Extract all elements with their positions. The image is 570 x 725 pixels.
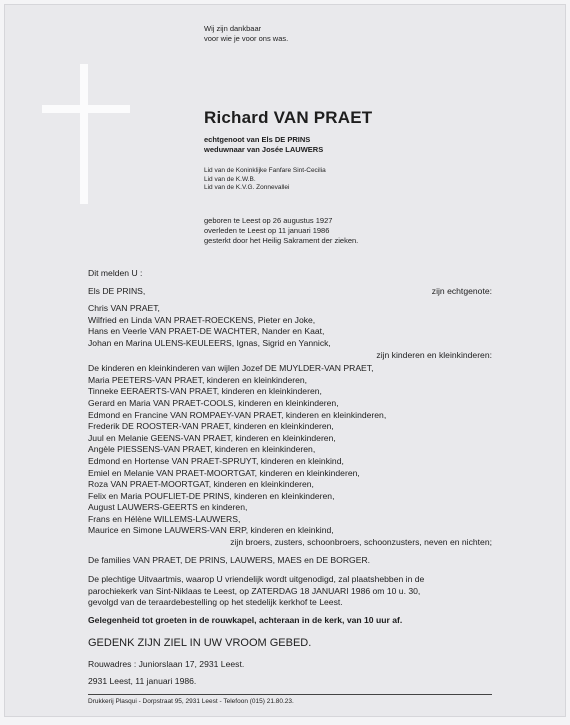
printer-line: Drukkerij Plasqui - Dorpstraat 95, 2931 Leest - Telefoon (015) 21.80.23. [88,698,294,705]
place-date-line: 2931 Leest, 11 januari 1986. [88,676,197,687]
family-line: Edmond en Francine VAN ROMPAEY-VAN PRAET, kinderen en kleinkinderen, [88,409,387,420]
family-role-row [88,537,492,549]
birth-line: geboren te Leest op 26 augustus 1927 [204,216,333,225]
families-line: De families VAN PRAET, DE PRINS, LAUWERS, MAES en DE BORGER. [88,554,371,565]
membership-item: Lid van de K.V.G. Zonnevallei [204,184,290,192]
ceremony-line: gevolgd van de teraardebestelling op het stedelijk kerkhof te Leest. [88,597,343,608]
address-line: Rouwadres : Juniorslaan 17, 2931 Leest. [88,658,245,669]
footer-divider [88,694,492,695]
children-role: zijn kinderen en kleinkinderen: [376,349,492,360]
prayer-line: GEDENK ZIJN ZIEL IN UW VROOM GEBED. [88,636,312,649]
sacrament-line: gesterkt door het Heilig Sakrament der zieken. [204,236,359,245]
thanks-block [204,24,288,44]
ceremony-line: parochiekerk van Sint-Niklaas te Leest, op ZATERDAG 18 JANUARI 1986 om 10 u. 30, [88,585,421,596]
cross-icon [80,64,88,204]
child-line: Johan en Marina ULENS-KEULEERS, Ignas, Sigrid en Yannick, [88,337,331,348]
cross-icon-bar [42,105,130,113]
family-line: Juul en Melanie GEENS-VAN PRAET, kinderen en kleinkinderen, [88,432,336,443]
funeral-card [4,4,566,717]
spouse-line: echtgenoot van Els DE PRINS [204,135,311,144]
family-line: Frans en Hélène WILLEMS-LAUWERS, [88,513,241,524]
ceremony-line: De plechtige Uitvaartmis, waarop U vriendelijk wordt uitgenodigd, zal plaatshebben in de [88,574,425,585]
family-line: Frederik DE ROOSTER-VAN PRAET, kinderen en kleinkinderen, [88,421,334,432]
family-line: Felix en Maria POUFLIET-DE PRINS, kinderen en kleinkinderen, [88,490,335,501]
child-line: Hans en Veerle VAN PRAET-DE WACHTER, Nander en Kaat, [88,326,325,337]
family-role: zijn broers, zusters, schoonbroers, schoonzusters, neven en nichten; [230,537,492,548]
family-line: De kinderen en kleinkinderen van wijlen Jozef DE MUYLDER-VAN PRAET, [88,363,374,374]
membership-item: Lid van de Koninklijke Fanfare Sint-Cecilia [204,167,326,174]
greeting-line: Gelegenheid tot groeten in de rouwkapel, achteraan in de kerk, van 10 uur af. [88,615,403,626]
family-line: Edmond en Hortense VAN PRAET-SPRUYT, kinderen en kleinkind, [88,455,344,466]
spouse-row [88,286,492,298]
spouse-block [204,135,323,155]
thanks-line: Wij zijn dankbaar [204,24,262,33]
announcement-intro: Dit melden U : [88,268,143,278]
family-line: Angèle PIESSENS-VAN PRAET, kinderen en kleinkinderen, [88,444,316,455]
spouse-role: zijn echtgenote: [431,285,492,296]
child-line: Chris VAN PRAET, [88,303,160,314]
memberships [204,167,326,193]
family-line: Emiel en Melanie VAN PRAET-MOORTGAT, kinderen en kleinkinderen, [88,467,360,478]
widower-line: weduwnaar van Josée LAUWERS [204,145,324,154]
death-line: overleden te Leest op 11 januari 1986 [204,226,330,235]
membership-item: Lid van de K.W.B. [204,175,256,183]
announcement [88,268,492,688]
family-line: Maurice en Simone LAUWERS-VAN ERP, kinderen en kleinkind, [88,525,334,536]
child-line: Wilfried en Linda VAN PRAET-ROECKENS, Pieter en Joke, [88,314,316,325]
family-line: Tinneke EERAERTS-VAN PRAET, kinderen en kleinkinderen, [88,386,322,397]
deceased-name: Richard VAN PRAET [204,108,373,127]
children-role-row [88,350,492,362]
family-line: Roza VAN PRAET-MOORTGAT, kinderen en kleinkinderen, [88,479,314,490]
family-line: Gerard en Maria VAN PRAET-COOLS, kinderen en kleinkinderen, [88,397,339,408]
family-line: August LAUWERS-GEERTS en kinderen, [88,502,248,513]
spouse-name: Els DE PRINS, [88,285,146,296]
family-line: Maria PEETERS-VAN PRAET, kinderen en kleinkinderen, [88,374,308,385]
thanks-line: voor wie je voor ons was. [204,34,289,43]
dates-block [204,216,358,246]
